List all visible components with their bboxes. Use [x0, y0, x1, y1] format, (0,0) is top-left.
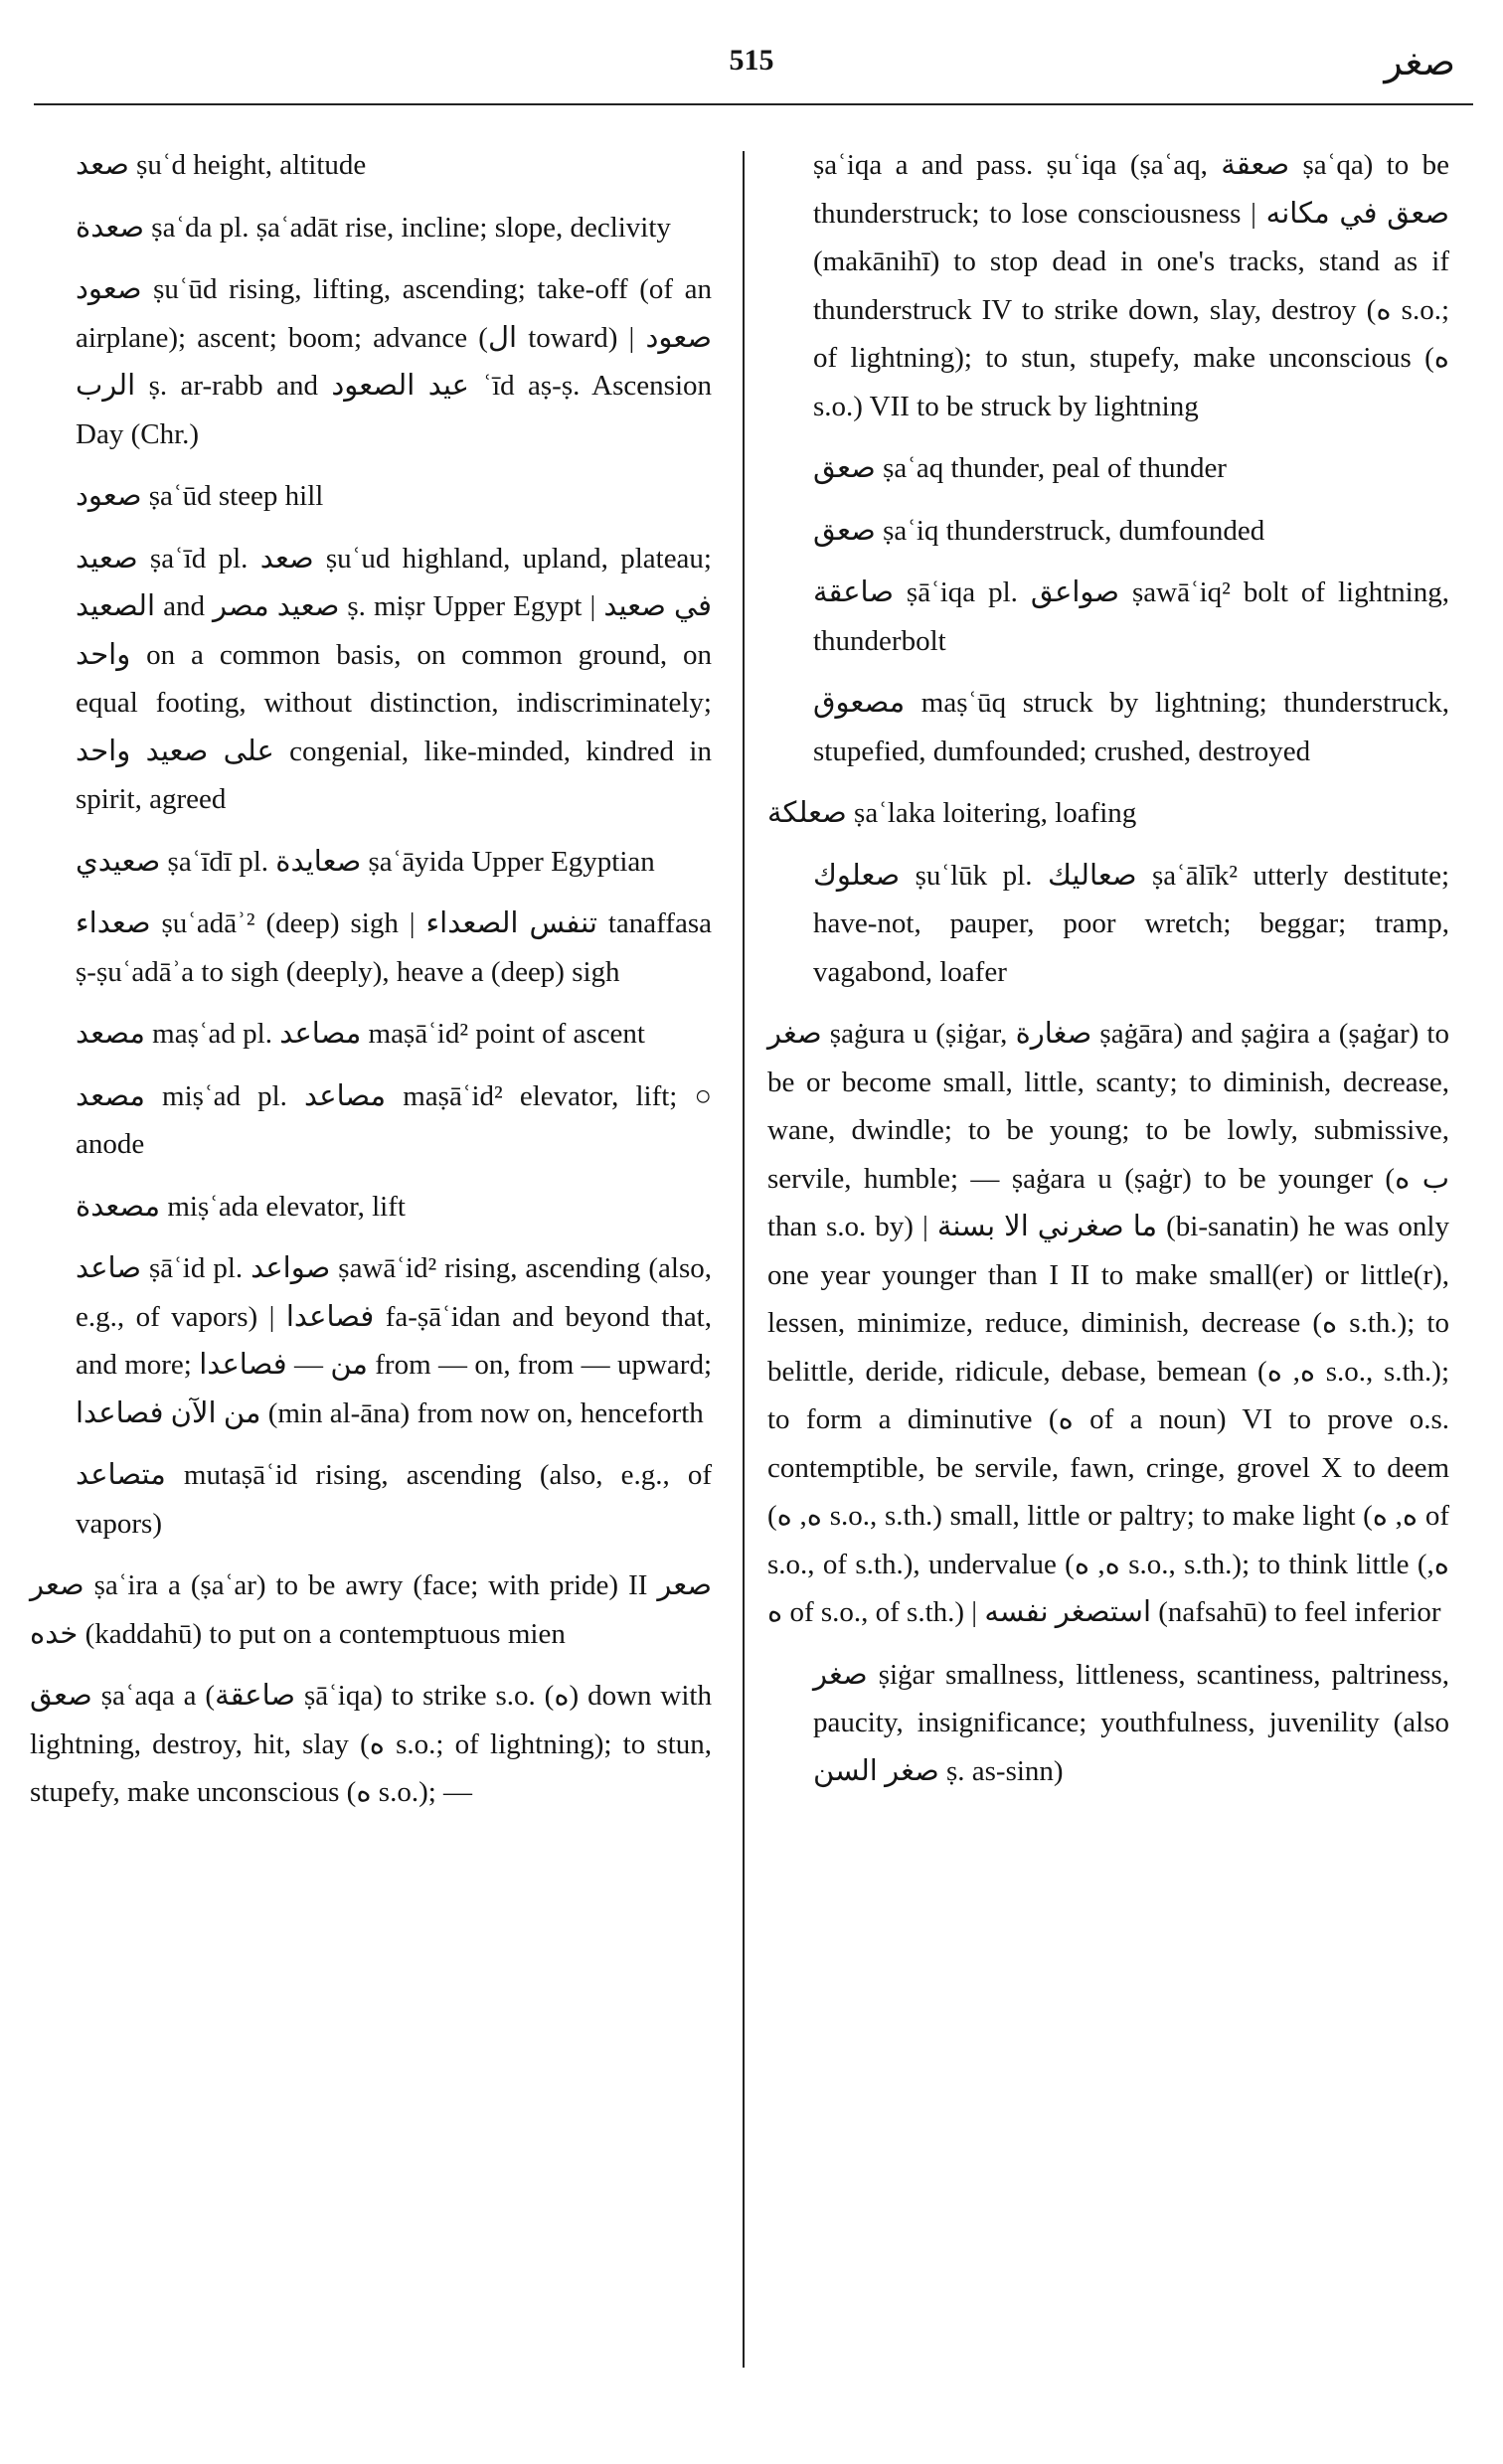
dictionary-entry: مصعد maṣʿad pl. مصاعد maṣāʿid² point of ascent — [76, 1018, 645, 1050]
dictionary-entry: صعدة ṣaʿda pl. ṣaʿadāt rise, incline; slope, declivity — [76, 211, 671, 244]
header-rule — [34, 103, 1473, 105]
dictionary-entry: صعود ṣaʿūd steep hill — [76, 480, 324, 512]
dictionary-entry: صعد ṣuʿd height, altitude — [76, 149, 367, 181]
dictionary-entry: صعداء ṣuʿadāʾ² (deep) sigh | تنفس الصعداء tanaffasa ṣ-ṣuʿadāʾa to sigh (deeply), heave a (deep) sigh — [76, 907, 712, 988]
right-column — [767, 141, 1450, 1809]
page-number: 515 — [729, 44, 774, 77]
dictionary-entry: صعيد ṣaʿīd pl. صعد ṣuʿud highland, upland, plateau; الصعيد and صعيد مصر ṣ. miṣr Upper Egypt | في صعيد واحد on a common basis, on common ground, on equal footing, without distinction, indiscriminately; على صعيد واحد congenial, like-minded, kindred in spirit, agreed — [76, 542, 712, 815]
dictionary-entry: صاعد ṣāʿid pl. صواعد ṣawāʿid² rising, ascending (also, e.g., of vapors) | فصاعدا fa-ṣāʿidan and beyond that, and more; من — فصاعدا from — on, from — upward; من الآن فصاعدا (min al-āna) from now on, henceforth — [76, 1252, 713, 1429]
root-entry: صغر ṣaġura u (ṣiġar, صغارة ṣaġāra) and ṣaġira a (ṣaġar) to be or become small, little, scanty; to diminish, decrease, wane, dwindle; to be young; to be lowly, submissive, servile, humble; — ṣaġara u (ṣaġr) to be younger (ب ه than s.o. by) | ما صغرني الا بسنة (bi-sanatin) he was only one year younger than I II to make small(er) or little(r), lessen, minimize, reduce, diminish, decrease (ه s.th.); to belittle, deride, ridicule, debase, bemean (ه, ه s.o., s.th.); to form a diminutive (ه of a noun) VI to prove o.s. contemptible, be servile, fawn, cringe, grovel X to deem (ه, ه s.o., s.th.) small, little or paltry; to make light (ه, ه of s.o., of s.th.), undervalue (ه, ه s.o., s.th.); to think little (ه, ه of s.o., of s.th.) | استصغر نفسه (nafsahū) to feel inferior — [767, 1018, 1450, 1628]
column-divider — [743, 151, 745, 2368]
root-entry: صعلكة ṣaʿlaka loitering, loafing — [767, 797, 1137, 829]
dictionary-entry: صغر ṣiġar smallness, littleness, scantiness, paltriness, paucity, insignificance; youthfulness, juvenility (also صغر السن ṣ. as-sinn) — [813, 1658, 1449, 1787]
dictionary-entry: صاعقة ṣāʿiqa pl. صواعق ṣawāʿiq² bolt of lightning, thunderbolt — [813, 576, 1449, 657]
dictionary-entry: متصاعد mutaṣāʿid rising, ascending (also, e.g., of vapors) — [76, 1459, 712, 1540]
root-entry: صعق ṣaʿaqa a (صاعقة ṣāʿiqa) to strike s.o. (ه) down with lightning, destroy, hit, slay (ه s.o.; of lightning); to stun, stupefy, make unconscious (ه s.o.); — — [30, 1680, 713, 1808]
dictionary-entry: صعود ṣuʿūd rising, lifting, ascending; take-off (of an airplane); ascent; boom; advance (ال toward) | صعود الرب ṣ. ar-rabb and عيد الصعود ʿīd aṣ-ṣ. Ascension Day (Chr.) — [76, 273, 713, 450]
dictionary-entry: صعيدي ṣaʿīdī pl. صعايدة ṣaʿāyida Upper Egyptian — [76, 845, 655, 878]
dictionary-entry: مصعوق maṣʿūq struck by lightning; thunderstruck, stupefied, dumfounded; crushed, destroyed — [813, 687, 1449, 767]
dictionary-entry: صعق ṣaʿaq thunder, peal of thunder — [813, 452, 1227, 484]
root-entry: صعر ṣaʿira a (ṣaʿar) to be awry (face; with pride) II صعر خده (kaddahū) to put on a contemptuous mien — [30, 1569, 712, 1650]
dictionary-entry: صعق ṣaʿiq thunderstruck, dumfounded — [813, 514, 1265, 547]
header-root-word: صغر — [1384, 40, 1455, 83]
left-column — [30, 141, 713, 1831]
dictionary-entry: صعلوك ṣuʿlūk pl. صعاليك ṣaʿālīk² utterly destitute; have-not, pauper, poor wretch; beggar; tramp, vagabond, loafer — [813, 859, 1450, 988]
dictionary-entry: ṣaʿiqa a and pass. ṣuʿiqa (ṣaʿaq, صعقة ṣaʿqa) to be thunderstruck; to lose consciousness | صعق في مكانه (makānihī) to stop dead in one's tracks, stand as if thunderstruck IV to strike down, slay, destroy (ه s.o.; of lightning); to stun, stupefy, make unconscious (ه s.o.) VII to be struck by lightning — [813, 149, 1449, 422]
dictionary-entry: مصعد miṣʿad pl. مصاعد maṣāʿid² elevator, lift; ○ anode — [76, 1079, 712, 1160]
dictionary-entry: مصعدة miṣʿada elevator, lift — [76, 1190, 406, 1223]
